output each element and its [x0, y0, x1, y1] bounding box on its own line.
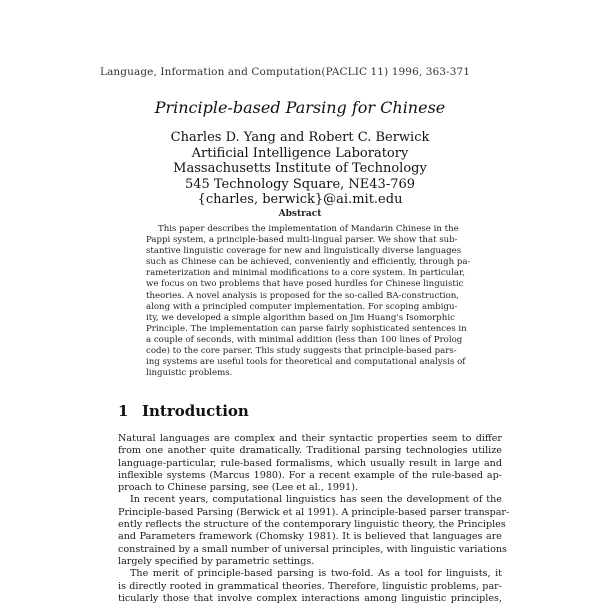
body-line: ently reflects the structure of the contemporary linguistic theory, the Principles [118, 519, 506, 531]
body-line: from one another quite dramatically. Traditional parsing technologies utilize [118, 445, 502, 457]
abstract-line: code) to the core parser. This study suggests that principle-based pars- [146, 346, 457, 357]
author-email: {charles, berwick}@ai.mit.edu [197, 192, 403, 207]
paper-title: Principle-based Parsing for Chinese [154, 98, 446, 117]
body-line: In recent years, computational linguistics has seen the development of the [130, 494, 502, 506]
body-line: is directly rooted in grammatical theories. Therefore, linguistic problems, par- [118, 580, 502, 592]
body-line: Natural languages are complex and their syntactic properties seem to differ [118, 433, 502, 444]
abstract-line: along with a principled computer implementation. For scoping ambigu- [146, 301, 458, 312]
body-line: language-particular, rule-based formalisms, which usually result in large and [118, 457, 502, 469]
abstract-line: a couple of seconds, with minimal addition (less than 100 lines of Prolog [146, 334, 463, 345]
abstract-line: Pappi system, a principle-based multi-lingual parser. We show that sub- [146, 235, 458, 246]
author-address: 545 Technology Square, NE43-769 [184, 176, 416, 192]
abstract-line: such as Chinese can be achieved, conveniently and efficiently, through pa- [146, 257, 471, 268]
abstract-line: theories. A novel analysis is proposed for the so-called BA-construction, [146, 290, 460, 301]
running-head: Language, Information and Computation(PACLIC 11) 1996, 363-371 [100, 66, 471, 78]
abstract-line: ing systems are useful tools for theoretical and computational analysis of [146, 357, 466, 368]
abstract-line: linguistic problems. [146, 368, 233, 379]
body-line: constrained by a small number of universal principles, with linguistic variations [118, 543, 507, 555]
abstract-line: Principle. The implementation can parse fairly sophisticated sentences in [146, 323, 467, 334]
abstract-line: rameterization and minimal modifications to a core system. In particular, [146, 268, 465, 279]
section-number: 1 [118, 402, 129, 420]
body-line: and Parameters framework (Chomsky 1981). It is believed that languages are [118, 531, 502, 543]
author-lab: Artificial Intelligence Laboratory [191, 145, 409, 161]
author-institution: Massachusetts Institute of Technology [173, 161, 427, 176]
abstract-heading: Abstract [278, 209, 322, 219]
abstract-line: This paper describes the implementation of Mandarin Chinese in the [158, 224, 459, 234]
body-line: Principle-based Parsing (Berwick et al 1991). A principle-based parser transpar- [118, 506, 510, 518]
body-line: ticularly those that involve complex interactions among linguistic principles, [118, 592, 502, 604]
author-names: Charles D. Yang and Robert C. Berwick [170, 130, 430, 145]
body-line: The merit of principle-based parsing is two-fold. As a tool for linguists, it [130, 568, 502, 580]
abstract-line: ity, we developed a simple algorithm based on Jim Huang's Isomorphic [146, 312, 455, 323]
abstract-line: stantive linguistic coverage for new and linguistically diverse languages [146, 246, 462, 257]
section-heading [118, 402, 249, 420]
body-line: proach to Chinese parsing, see (Lee et al., 1991). [118, 482, 359, 494]
author-block [0, 130, 600, 208]
section-body [118, 433, 510, 605]
abstract-body [146, 224, 471, 379]
abstract-line: we focus on two problems that have posed hurdles for Chinese linguistic [146, 279, 464, 290]
body-line: inflexible systems (Marcus 1980). For a recent example of the rule-based ap- [118, 469, 502, 481]
body-line: largely specified by parametric settings. [118, 555, 315, 567]
section-title: Introduction [142, 402, 249, 420]
